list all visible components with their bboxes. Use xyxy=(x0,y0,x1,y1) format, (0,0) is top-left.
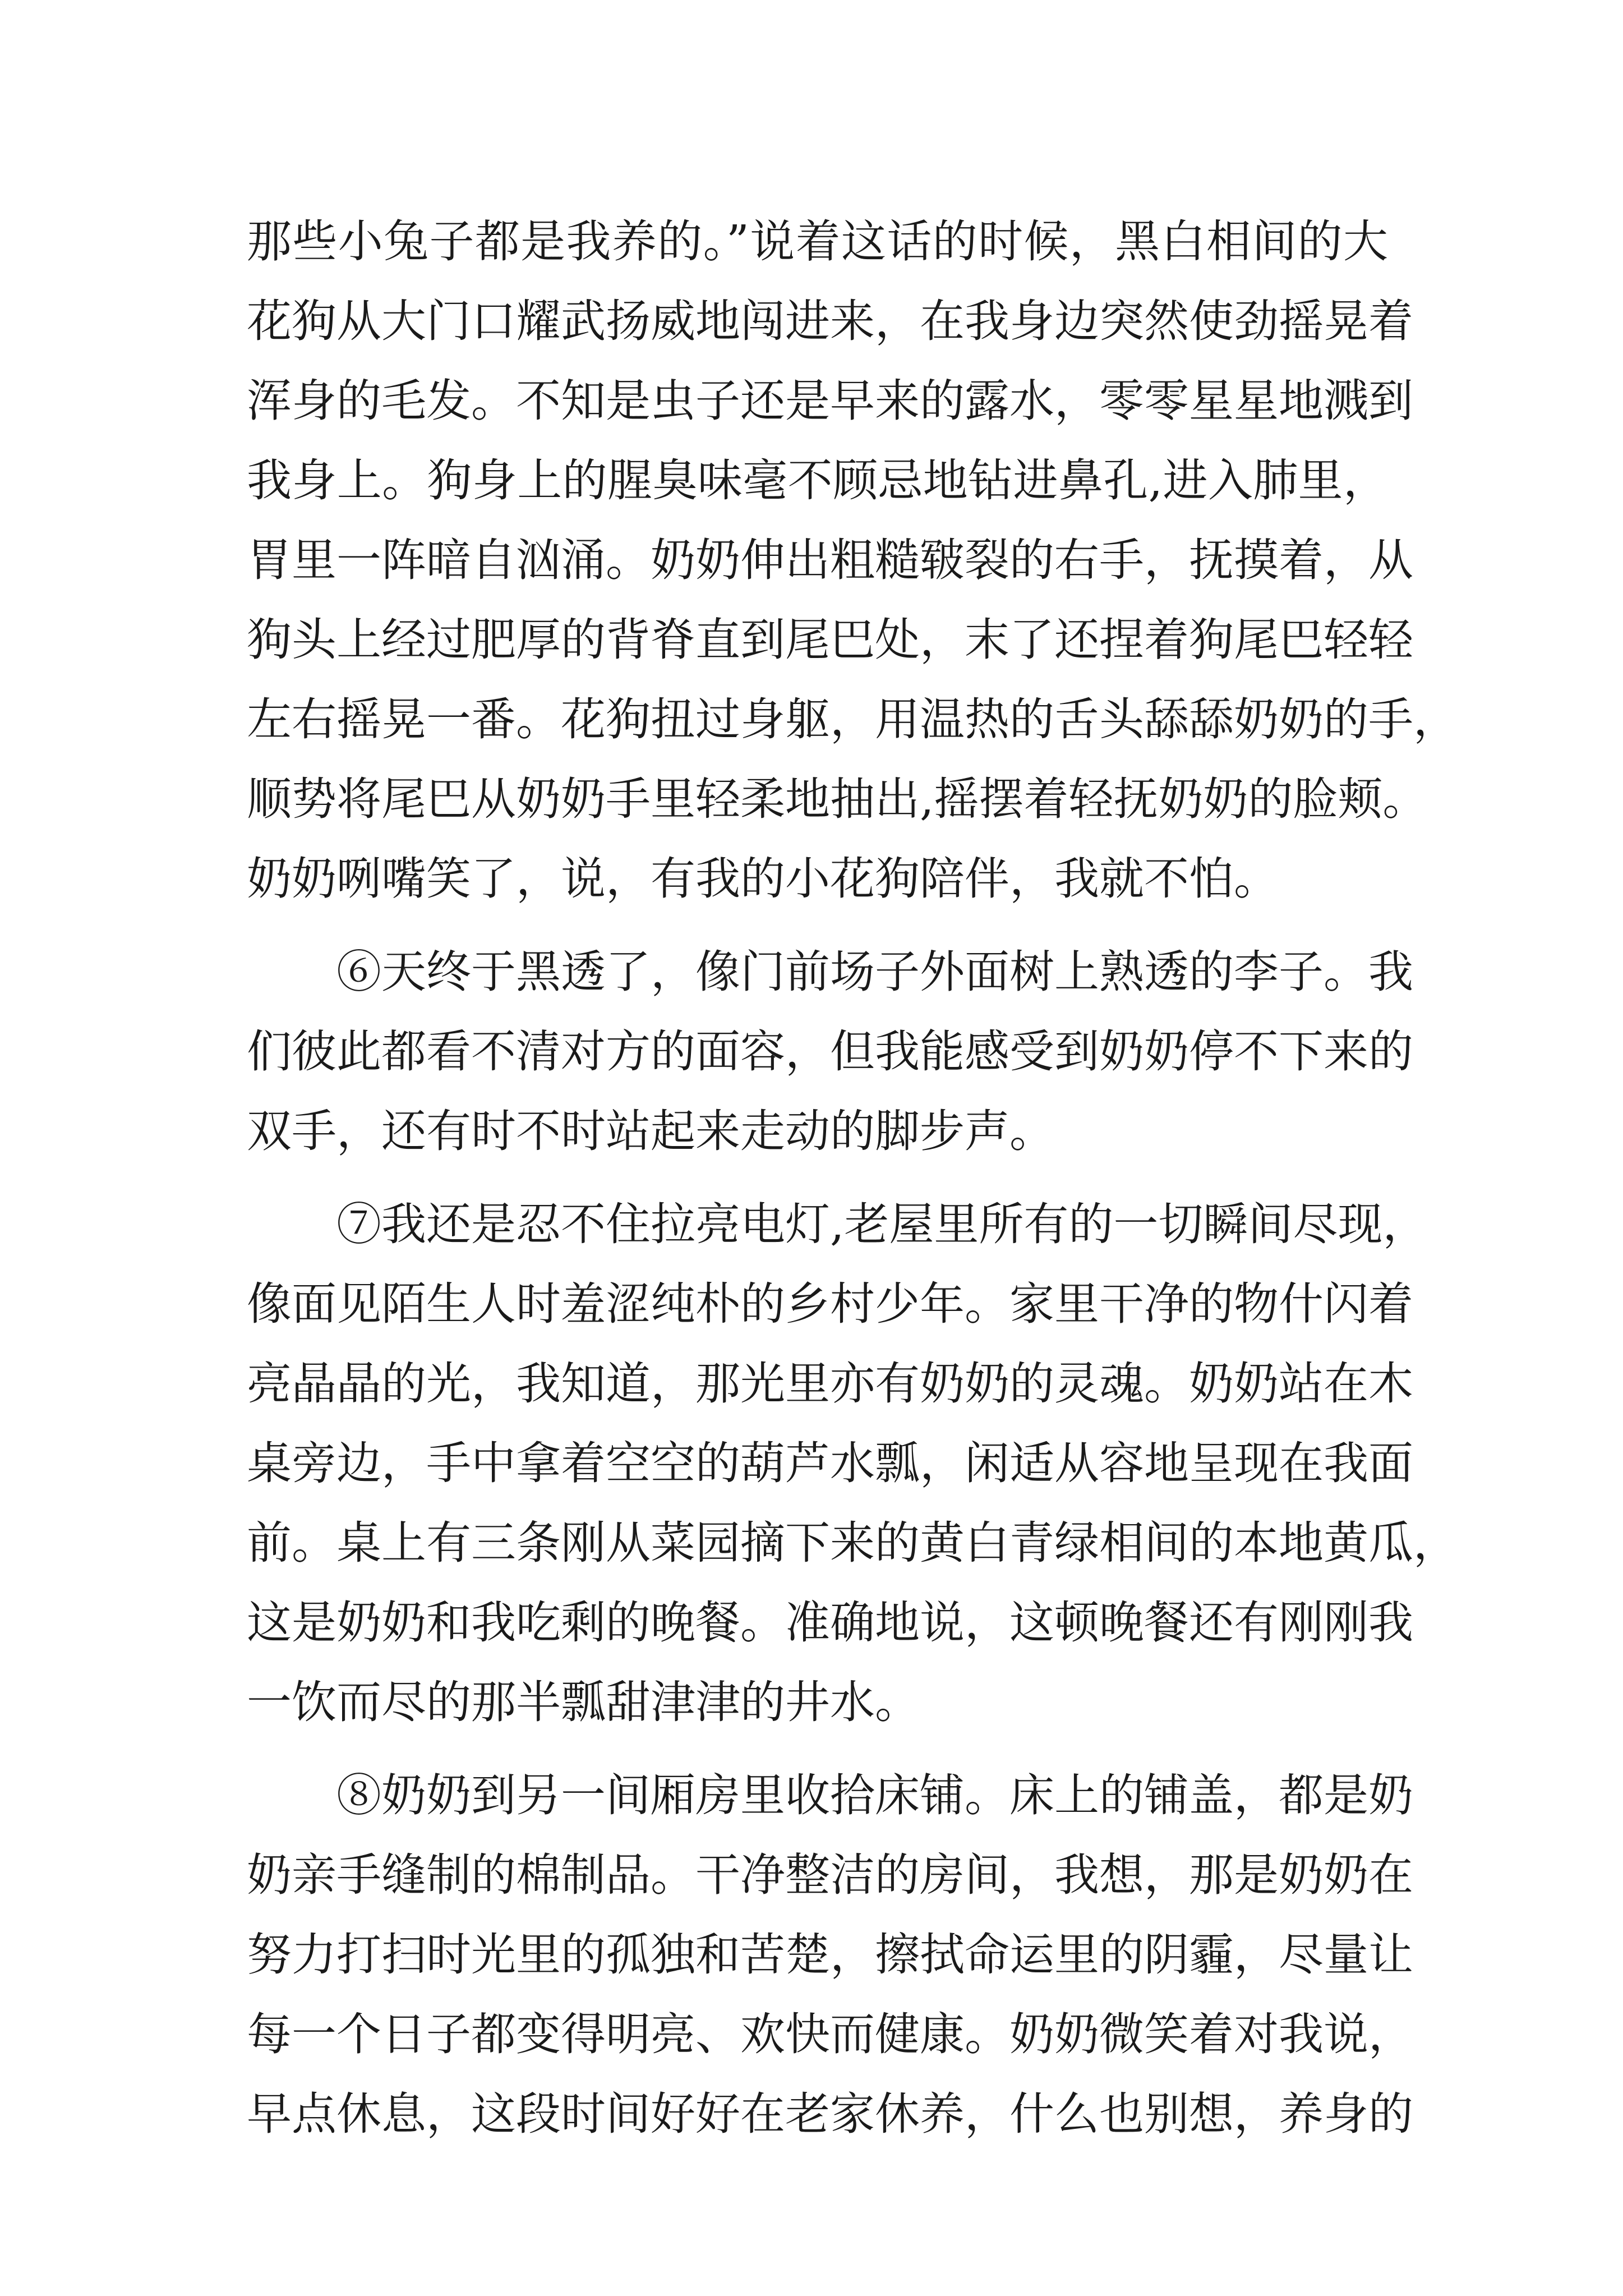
paragraph-8 xyxy=(247,1756,1413,2154)
text-line: 这是奶奶和我吃剩的晚餐。准确地说，这顿晚餐还有刚刚我 xyxy=(247,1596,1413,1649)
text-line: 像面见陌生人时羞涩纯朴的乡村少年。家里干净的物什闪着 xyxy=(247,1278,1413,1330)
text-line: 桌旁边，手中拿着空空的葫芦水瓢，闲适从容地呈现在我面 xyxy=(247,1437,1413,1489)
text-line: 每一个日子都变得明亮、欢快而健康。奶奶微笑着对我说， xyxy=(247,2008,1413,2060)
text-line: 浑身的毛发。不知是虫子还是早来的露水，零零星星地溅到 xyxy=(247,375,1413,427)
text-line: 左右摇晃一番。花狗扭过身躯，用温热的舌头舔舔奶奶的手， xyxy=(247,693,1458,746)
text-line: 狗头上经过肥厚的背脊直到尾巴处，末了还捏着狗尾巴轻轻 xyxy=(247,614,1413,666)
text-line: 前。桌上有三条刚从菜园摘下来的黄白青绿相间的本地黄瓜， xyxy=(247,1517,1458,1569)
text-line: 顺势将尾巴从奶奶手里轻柔地抽出,摇摆着轻抚奶奶的脸颊。 xyxy=(247,773,1428,825)
text-line: 奶奶咧嘴笑了，说，有我的小花狗陪伴，我就不怕。 xyxy=(247,853,1279,905)
text-line: 努力打扫时光里的孤独和苦楚，擦拭命运里的阴霾，尽量让 xyxy=(247,1929,1413,1981)
text-line: 花狗从大门口耀武扬威地闯进来，在我身边突然使劲摇晃着 xyxy=(247,295,1413,347)
text-line: 奶亲手缝制的棉制品。干净整洁的房间，我想，那是奶奶在 xyxy=(247,1849,1413,1901)
article-body xyxy=(247,202,1458,2154)
text-line: 我身上。狗身上的腥臭味毫不顾忌地钻进鼻孔,进入肺里， xyxy=(247,454,1388,507)
paragraph-5-continuation xyxy=(247,202,1458,919)
text-line: ⑧奶奶到另一间厢房里收拾床铺。床上的铺盖，都是奶 xyxy=(336,1769,1413,1821)
text-line: 早点休息，这段时间好好在老家休养，什么也别想，养身的 xyxy=(247,2088,1413,2140)
paragraph-gap xyxy=(247,919,1388,932)
text-line: 一饮而尽的那半瓢甜津津的井水。 xyxy=(247,1676,920,1728)
paragraph-gap xyxy=(247,1171,1388,1185)
text-line: 双手，还有时不时站起来走动的脚步声。 xyxy=(247,1105,1054,1157)
paragraph-6 xyxy=(247,932,1413,1171)
text-line: ⑦我还是忍不住拉亮电灯,老屋里所有的一切瞬间尽现， xyxy=(336,1198,1428,1250)
text-line: 亮晶晶的光，我知道，那光里亦有奶奶的灵魂。奶奶站在木 xyxy=(247,1358,1413,1410)
text-line: 那些小兔子都是我养的。”说着这话的时候，黑白相间的大 xyxy=(247,215,1388,268)
paragraph-gap xyxy=(247,1742,1388,1756)
text-line: 胃里一阵暗自汹涌。奶奶伸出粗糙皲裂的右手，抚摸着，从 xyxy=(247,534,1413,586)
text-line: ⑥天终于黑透了，像门前场子外面树上熟透的李子。我 xyxy=(336,946,1413,998)
paragraph-7 xyxy=(247,1185,1458,1742)
text-line: 们彼此都看不清对方的面容，但我能感受到奶奶停不下来的 xyxy=(247,1025,1413,1078)
